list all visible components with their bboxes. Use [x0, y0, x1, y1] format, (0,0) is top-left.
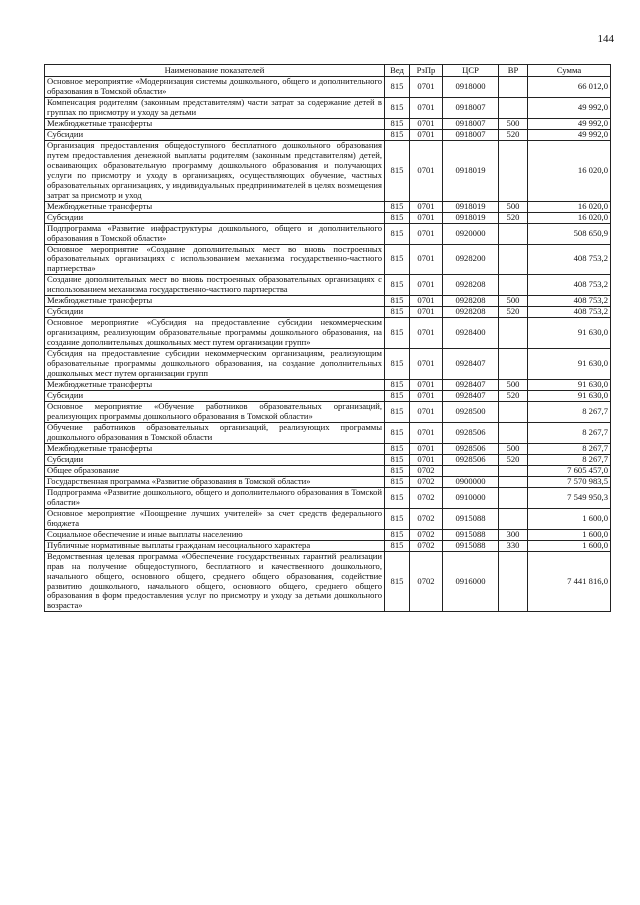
table-body: [45, 77, 611, 612]
table-row: [45, 129, 611, 140]
row-sum: 16 020,0: [528, 201, 611, 212]
row-sum: 508 650,9: [528, 223, 611, 244]
row-name: Основное мероприятие «Создание дополнительных мест во вновь построенных образовательных организациях с использованием механизма государственно-частного партнерства»: [45, 244, 385, 275]
row-vr: [499, 508, 528, 529]
table-row: [45, 296, 611, 307]
row-csr: 0918007: [443, 97, 499, 118]
row-vr: [499, 223, 528, 244]
row-vr: 300: [499, 529, 528, 540]
row-vr: 520: [499, 212, 528, 223]
row-sum: 8 267,7: [528, 454, 611, 465]
row-ved: 815: [385, 443, 410, 454]
row-csr: 0928407: [443, 380, 499, 391]
row-vr: [499, 318, 528, 349]
row-rzpr: 0702: [410, 529, 443, 540]
row-vr: [499, 275, 528, 296]
row-sum: 408 753,2: [528, 244, 611, 275]
row-name: Организация предоставления общедоступного бесплатного дошкольного образования путем предоставления денежной выплаты родителям (законным представителям) детей, осваивающих образовательную программу дошкольного образования и получающих услуги по присмотру и уходу в организациях, осуществляющих обучение, частных образовательных организациях, у индивидуальных предпринимателей в целях возмещения затрат за присмотр и уход: [45, 140, 385, 201]
row-csr: 0910000: [443, 487, 499, 508]
row-name: Межбюджетные трансферты: [45, 380, 385, 391]
table-row: [45, 391, 611, 402]
row-sum: 8 267,7: [528, 443, 611, 454]
row-sum: 16 020,0: [528, 140, 611, 201]
table-row: [45, 275, 611, 296]
row-name: Общее образование: [45, 465, 385, 476]
row-sum: 91 630,0: [528, 318, 611, 349]
row-rzpr: 0701: [410, 349, 443, 380]
row-sum: 91 630,0: [528, 380, 611, 391]
row-name: Компенсация родителям (законным представителям) части затрат за содержание детей в группах по присмотру и уходу за детьми: [45, 97, 385, 118]
row-ved: 815: [385, 349, 410, 380]
table-row: [45, 318, 611, 349]
row-rzpr: 0702: [410, 551, 443, 612]
header-ved: Вед: [385, 65, 410, 77]
row-rzpr: 0702: [410, 476, 443, 487]
row-vr: [499, 551, 528, 612]
row-vr: 500: [499, 443, 528, 454]
row-csr: 0928407: [443, 391, 499, 402]
row-csr: 0918007: [443, 118, 499, 129]
table-row: [45, 223, 611, 244]
row-sum: 8 267,7: [528, 422, 611, 443]
row-ved: 815: [385, 244, 410, 275]
row-vr: 330: [499, 540, 528, 551]
row-rzpr: 0701: [410, 77, 443, 98]
row-rzpr: 0701: [410, 454, 443, 465]
row-vr: [499, 422, 528, 443]
row-csr: 0918000: [443, 77, 499, 98]
row-vr: [499, 349, 528, 380]
row-rzpr: 0701: [410, 318, 443, 349]
row-rzpr: 0701: [410, 201, 443, 212]
row-sum: 7 549 950,3: [528, 487, 611, 508]
row-rzpr: 0701: [410, 380, 443, 391]
row-sum: 49 992,0: [528, 118, 611, 129]
row-csr: 0928400: [443, 318, 499, 349]
row-csr: 0900000: [443, 476, 499, 487]
row-name: Основное мероприятие «Поощрение лучших учителей» за счет средств федерального бюджета: [45, 508, 385, 529]
row-csr: 0928506: [443, 422, 499, 443]
row-rzpr: 0701: [410, 223, 443, 244]
table-row: [45, 551, 611, 612]
table-row: [45, 422, 611, 443]
row-rzpr: 0701: [410, 97, 443, 118]
row-csr: 0928208: [443, 307, 499, 318]
row-ved: 815: [385, 201, 410, 212]
row-sum: 7 605 457,0: [528, 465, 611, 476]
row-ved: 815: [385, 551, 410, 612]
table-row: [45, 465, 611, 476]
row-rzpr: 0701: [410, 275, 443, 296]
table-row: [45, 140, 611, 201]
row-vr: [499, 465, 528, 476]
row-vr: [499, 476, 528, 487]
table-row: [45, 540, 611, 551]
row-sum: 408 753,2: [528, 296, 611, 307]
row-ved: 815: [385, 476, 410, 487]
table-row: [45, 529, 611, 540]
row-ved: 815: [385, 454, 410, 465]
row-csr: 0916000: [443, 551, 499, 612]
row-vr: [499, 140, 528, 201]
row-name: Субсидия на предоставление субсидии некоммерческим организациям, реализующим образовательные программы дошкольного образования, на создание дополнительных дошкольных мест путем организации групп: [45, 349, 385, 380]
row-ved: 815: [385, 296, 410, 307]
row-rzpr: 0701: [410, 307, 443, 318]
row-sum: 408 753,2: [528, 275, 611, 296]
row-vr: [499, 97, 528, 118]
page-number: 144: [597, 33, 614, 45]
row-name: Субсидии: [45, 212, 385, 223]
row-vr: 520: [499, 129, 528, 140]
row-ved: 815: [385, 465, 410, 476]
row-name: Межбюджетные трансферты: [45, 296, 385, 307]
row-vr: 500: [499, 380, 528, 391]
row-vr: [499, 402, 528, 423]
table-header-row: [45, 65, 611, 77]
row-vr: [499, 487, 528, 508]
table-row: [45, 476, 611, 487]
row-sum: 16 020,0: [528, 212, 611, 223]
row-ved: 815: [385, 380, 410, 391]
row-csr: 0928208: [443, 275, 499, 296]
row-sum: 1 600,0: [528, 540, 611, 551]
row-rzpr: 0701: [410, 443, 443, 454]
table-row: [45, 212, 611, 223]
row-csr: 0915088: [443, 540, 499, 551]
row-name: Основное мероприятие «Субсидия на предоставление субсидии некоммерческим организациям, реализующим образовательные программы дошкольного образования, на создание дополнительных дошкольных мест путем организации групп»: [45, 318, 385, 349]
row-name: Социальное обеспечение и иные выплаты населению: [45, 529, 385, 540]
row-rzpr: 0701: [410, 129, 443, 140]
row-ved: 815: [385, 118, 410, 129]
row-csr: 0928208: [443, 296, 499, 307]
row-name: Подпрограмма «Развитие инфраструктуры дошкольного, общего и дополнительного образования в Томской области»: [45, 223, 385, 244]
header-rzpr: РзПр: [410, 65, 443, 77]
table-row: [45, 487, 611, 508]
row-ved: 815: [385, 402, 410, 423]
row-csr: 0918019: [443, 140, 499, 201]
table-row: [45, 77, 611, 98]
row-vr: 520: [499, 454, 528, 465]
row-csr: 0928500: [443, 402, 499, 423]
row-name: Обучение работников образовательных организаций, реализующих программы дошкольного образования в Томской области: [45, 422, 385, 443]
table-row: [45, 443, 611, 454]
table-row: [45, 118, 611, 129]
row-csr: 0928200: [443, 244, 499, 275]
row-sum: 8 267,7: [528, 402, 611, 423]
row-vr: [499, 77, 528, 98]
row-sum: 91 630,0: [528, 391, 611, 402]
row-name: Субсидии: [45, 129, 385, 140]
row-name: Субсидии: [45, 454, 385, 465]
row-sum: 1 600,0: [528, 508, 611, 529]
row-vr: 500: [499, 118, 528, 129]
row-ved: 815: [385, 529, 410, 540]
row-csr: 0915088: [443, 508, 499, 529]
row-ved: 815: [385, 508, 410, 529]
row-sum: 408 753,2: [528, 307, 611, 318]
table-row: [45, 307, 611, 318]
row-ved: 815: [385, 140, 410, 201]
row-name: Основное мероприятие «Модернизация системы дошкольного, общего и дополнительного образования в Томской области»: [45, 77, 385, 98]
header-sum: Сумма: [528, 65, 611, 77]
row-sum: 91 630,0: [528, 349, 611, 380]
row-name: Основное мероприятие «Обучение работников образовательных организаций, реализующих программы дошкольного образования в Томской области»: [45, 402, 385, 423]
row-csr: 0928506: [443, 454, 499, 465]
row-rzpr: 0701: [410, 118, 443, 129]
row-vr: 520: [499, 307, 528, 318]
row-ved: 815: [385, 129, 410, 140]
row-rzpr: 0702: [410, 508, 443, 529]
row-vr: 500: [499, 296, 528, 307]
row-ved: 815: [385, 487, 410, 508]
row-rzpr: 0701: [410, 402, 443, 423]
row-sum: 66 012,0: [528, 77, 611, 98]
row-name: Подпрограмма «Развитие дошкольного, общего и дополнительного образования в Томской области»: [45, 487, 385, 508]
row-csr: 0918007: [443, 129, 499, 140]
table-row: [45, 380, 611, 391]
row-sum: 7 570 983,5: [528, 476, 611, 487]
header-name: Наименование показателей: [45, 65, 385, 77]
table-row: [45, 508, 611, 529]
row-name: Межбюджетные трансферты: [45, 118, 385, 129]
header-csr: ЦСР: [443, 65, 499, 77]
table-row: [45, 201, 611, 212]
row-rzpr: 0701: [410, 422, 443, 443]
row-name: Создание дополнительных мест во вновь построенных образовательных организациях с использованием механизма государственно-частного партнерства: [45, 275, 385, 296]
row-ved: 815: [385, 540, 410, 551]
row-name: Ведомственная целевая программа «Обеспечение государственных гарантий реализации прав на получение общедоступного, бесплатного и качественного дошкольного, начального общего, основного общего, среднего общего образования, содействие развитию дошкольного, начального общего, основного общего, среднего общего образования в форм предоставления услуг по присмотру и уходу за детьми дошкольного возраста»: [45, 551, 385, 612]
row-csr: 0928506: [443, 443, 499, 454]
row-name: Субсидии: [45, 307, 385, 318]
row-rzpr: 0702: [410, 465, 443, 476]
row-sum: 7 441 816,0: [528, 551, 611, 612]
row-vr: 520: [499, 391, 528, 402]
row-ved: 815: [385, 275, 410, 296]
row-ved: 815: [385, 307, 410, 318]
row-ved: 815: [385, 223, 410, 244]
row-rzpr: 0701: [410, 140, 443, 201]
row-sum: 49 992,0: [528, 129, 611, 140]
row-vr: 500: [499, 201, 528, 212]
row-sum: 49 992,0: [528, 97, 611, 118]
row-rzpr: 0701: [410, 391, 443, 402]
row-csr: 0928407: [443, 349, 499, 380]
table-row: [45, 349, 611, 380]
budget-table: [44, 64, 611, 612]
header-vr: ВР: [499, 65, 528, 77]
row-ved: 815: [385, 77, 410, 98]
row-csr: 0918019: [443, 212, 499, 223]
row-rzpr: 0702: [410, 540, 443, 551]
row-ved: 815: [385, 318, 410, 349]
row-sum: 1 600,0: [528, 529, 611, 540]
table-row: [45, 454, 611, 465]
row-name: Публичные нормативные выплаты гражданам несоциального характера: [45, 540, 385, 551]
row-ved: 815: [385, 422, 410, 443]
row-csr: 0918019: [443, 201, 499, 212]
row-name: Межбюджетные трансферты: [45, 201, 385, 212]
row-csr: [443, 465, 499, 476]
row-vr: [499, 244, 528, 275]
row-ved: 815: [385, 97, 410, 118]
row-name: Межбюджетные трансферты: [45, 443, 385, 454]
row-csr: 0920000: [443, 223, 499, 244]
row-rzpr: 0701: [410, 296, 443, 307]
row-ved: 815: [385, 391, 410, 402]
row-ved: 815: [385, 212, 410, 223]
row-rzpr: 0702: [410, 487, 443, 508]
table-row: [45, 402, 611, 423]
row-rzpr: 0701: [410, 212, 443, 223]
row-name: Субсидии: [45, 391, 385, 402]
row-rzpr: 0701: [410, 244, 443, 275]
row-csr: 0915088: [443, 529, 499, 540]
table-row: [45, 97, 611, 118]
row-name: Государственная программа «Развитие образования в Томской области»: [45, 476, 385, 487]
table-row: [45, 244, 611, 275]
